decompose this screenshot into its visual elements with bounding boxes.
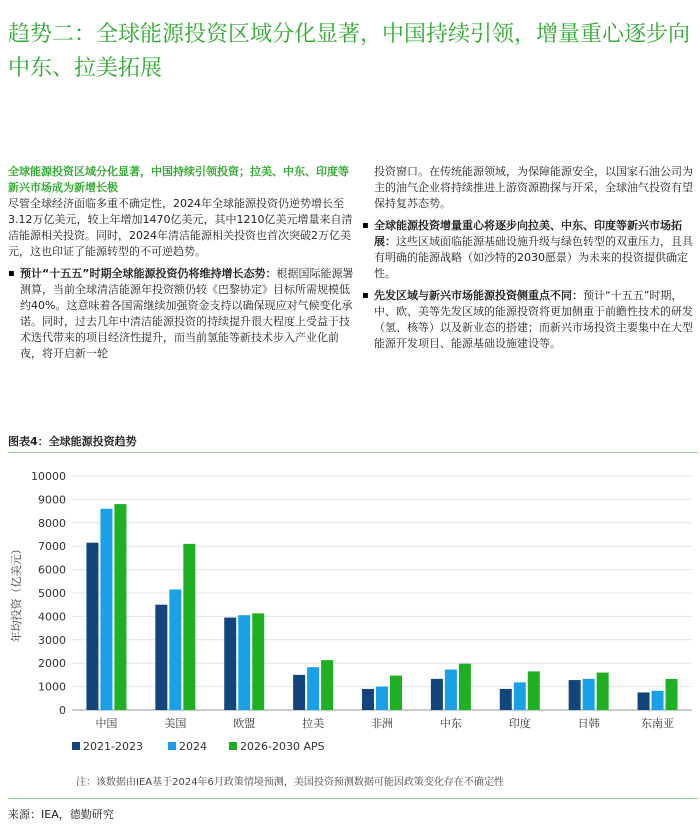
y-tick-label: 8000	[38, 516, 66, 530]
bar-6-2	[445, 670, 457, 710]
left-column	[8, 164, 358, 362]
bar-3-1	[224, 618, 236, 710]
legend-swatch	[229, 742, 237, 750]
legend-label: 2021-2023	[83, 740, 143, 753]
bar-5-1	[362, 689, 374, 710]
bar-8-2	[583, 679, 595, 710]
bar-2-2	[169, 589, 181, 710]
bullet-emerging-title: 全球能源投资增量重心将逐步向拉美、中东、印度等新兴市场拓展：	[374, 219, 682, 248]
bar-7-1	[500, 689, 512, 710]
x-tick-label: 非洲	[371, 717, 393, 730]
bar-9-3	[666, 679, 678, 710]
intro-paragraph: 尽管全球经济面临多重不确定性，2024年全球能源投资仍逆势增长至3.12万亿美元，较上年增加1470亿美元，其中1210亿美元增量来自清洁能源相关投资。同时，2024年清洁能源相关投资也首次突破2万亿美元，这也印证了能源转型的不可逆趋势。	[8, 197, 353, 258]
x-tick-label: 中国	[95, 717, 118, 730]
y-tick-label: 3000	[38, 633, 66, 647]
bar-5-2	[376, 687, 388, 710]
bullet-growth-text: 根据国际能源署测算，当前全球清洁能源年投资额仍较《巴黎协定》目标所需规模低约40%。这意味着各国需继续加强资金支持以确保现应对气候变化承诺。同时，过去几年中清洁能源投资的持续提升很大程度上受益于技术迭代带来的项目经济性提升，而当前氢能等新技术步入产业化前夜，将开启新一轮	[20, 267, 354, 360]
bar-1-3	[114, 504, 126, 710]
legend-swatch	[72, 742, 80, 750]
y-tick-label: 7000	[38, 540, 66, 554]
section-subhead: 全球能源投资区域分化显著，中国持续引领投资；拉美、中东、印度等新兴市场成为新增长极	[8, 165, 349, 194]
bullet-growth-title: 预计“十五五”时期全球能源投资仍将维持增长态势：	[20, 267, 277, 280]
bar-8-1	[569, 680, 581, 710]
bullet-focus	[362, 288, 698, 352]
source-rule	[8, 798, 698, 799]
x-tick-label: 日韩	[577, 717, 600, 730]
x-tick-label: 拉美	[302, 717, 325, 730]
bar-9-1	[638, 692, 650, 710]
y-tick-label: 10000	[31, 470, 66, 483]
chart-title: 图表4：全球能源投资趋势	[8, 435, 137, 448]
y-tick-label: 5000	[38, 587, 66, 600]
bar-2-3	[183, 544, 195, 710]
bullet-focus-text: 预计“十五五”时期，中、欧、美等先发区域的能源投资将更加侧重于前瞻性技术的研发（氢、核等）以及新业态的搭建；而新兴市场投资主要集中在大型能源开发项目、能源基础设施建设等。	[374, 289, 693, 350]
y-tick-label: 1000	[38, 680, 66, 694]
bullet-focus-title: 先发区域与新兴市场能源投资侧重点不同：	[374, 289, 583, 302]
y-tick-label: 6000	[38, 563, 66, 577]
source-line: 来源：IEA，德勤研究	[8, 808, 114, 821]
x-tick-label: 中东	[439, 717, 462, 730]
y-tick-label: 4000	[38, 610, 66, 624]
continued-paragraph: 投资窗口。在传统能源领域，为保障能源安全，以国家石油公司为主的油气企业将持续推进上游资源勘探与开采，全球油气投资有望保持复苏态势。	[374, 165, 693, 210]
bar-4-2	[307, 667, 319, 710]
bullet-emerging	[362, 218, 698, 282]
bar-9-2	[652, 691, 664, 710]
investment-bar-chart	[0, 455, 700, 767]
legend-label: 2024	[179, 740, 207, 753]
page-title: 趋势二：全球能源投资区域分化显著，中国持续引领，增量重心逐步向中东、拉美拓展	[8, 22, 691, 81]
x-tick-label: 东南亚	[641, 717, 675, 730]
x-tick-label: 欧盟	[233, 717, 256, 730]
bar-1-2	[100, 509, 112, 710]
bullet-growth	[8, 266, 358, 362]
bar-6-3	[459, 664, 471, 710]
bullet-emerging-text: 这些区域面临能源基础设施升级与绿色转型的双重压力，且具有明确的能源战略（如沙特的2030愿景）为未来的投资提供确定性。	[374, 235, 693, 280]
bar-2-1	[155, 605, 167, 710]
bar-4-3	[321, 660, 333, 710]
legend-label: 2026-2030 APS	[240, 740, 325, 753]
y-tick-label: 2000	[38, 657, 66, 671]
y-tick-label: 9000	[38, 493, 66, 507]
right-column	[362, 164, 698, 352]
y-tick-label: 0	[59, 704, 66, 717]
chart-note: 注：该数据由IEA基于2024年6月政策情境预测，美国投资预测数据可能因政策变化存在不确定性	[76, 777, 504, 788]
bar-3-2	[238, 615, 250, 710]
bar-4-1	[293, 675, 305, 710]
chart-top-rule	[8, 452, 698, 453]
bar-5-3	[390, 676, 402, 710]
bar-7-3	[528, 671, 540, 710]
legend-swatch	[168, 742, 176, 750]
x-tick-label: 印度	[508, 717, 531, 730]
bar-7-2	[514, 682, 526, 710]
bar-8-3	[597, 673, 609, 710]
bar-1-1	[86, 543, 98, 710]
y-axis-label: 年均投资（亿美元）	[10, 543, 23, 643]
bar-3-3	[252, 613, 264, 710]
bar-6-1	[431, 679, 443, 710]
x-tick-label: 美国	[164, 717, 187, 730]
